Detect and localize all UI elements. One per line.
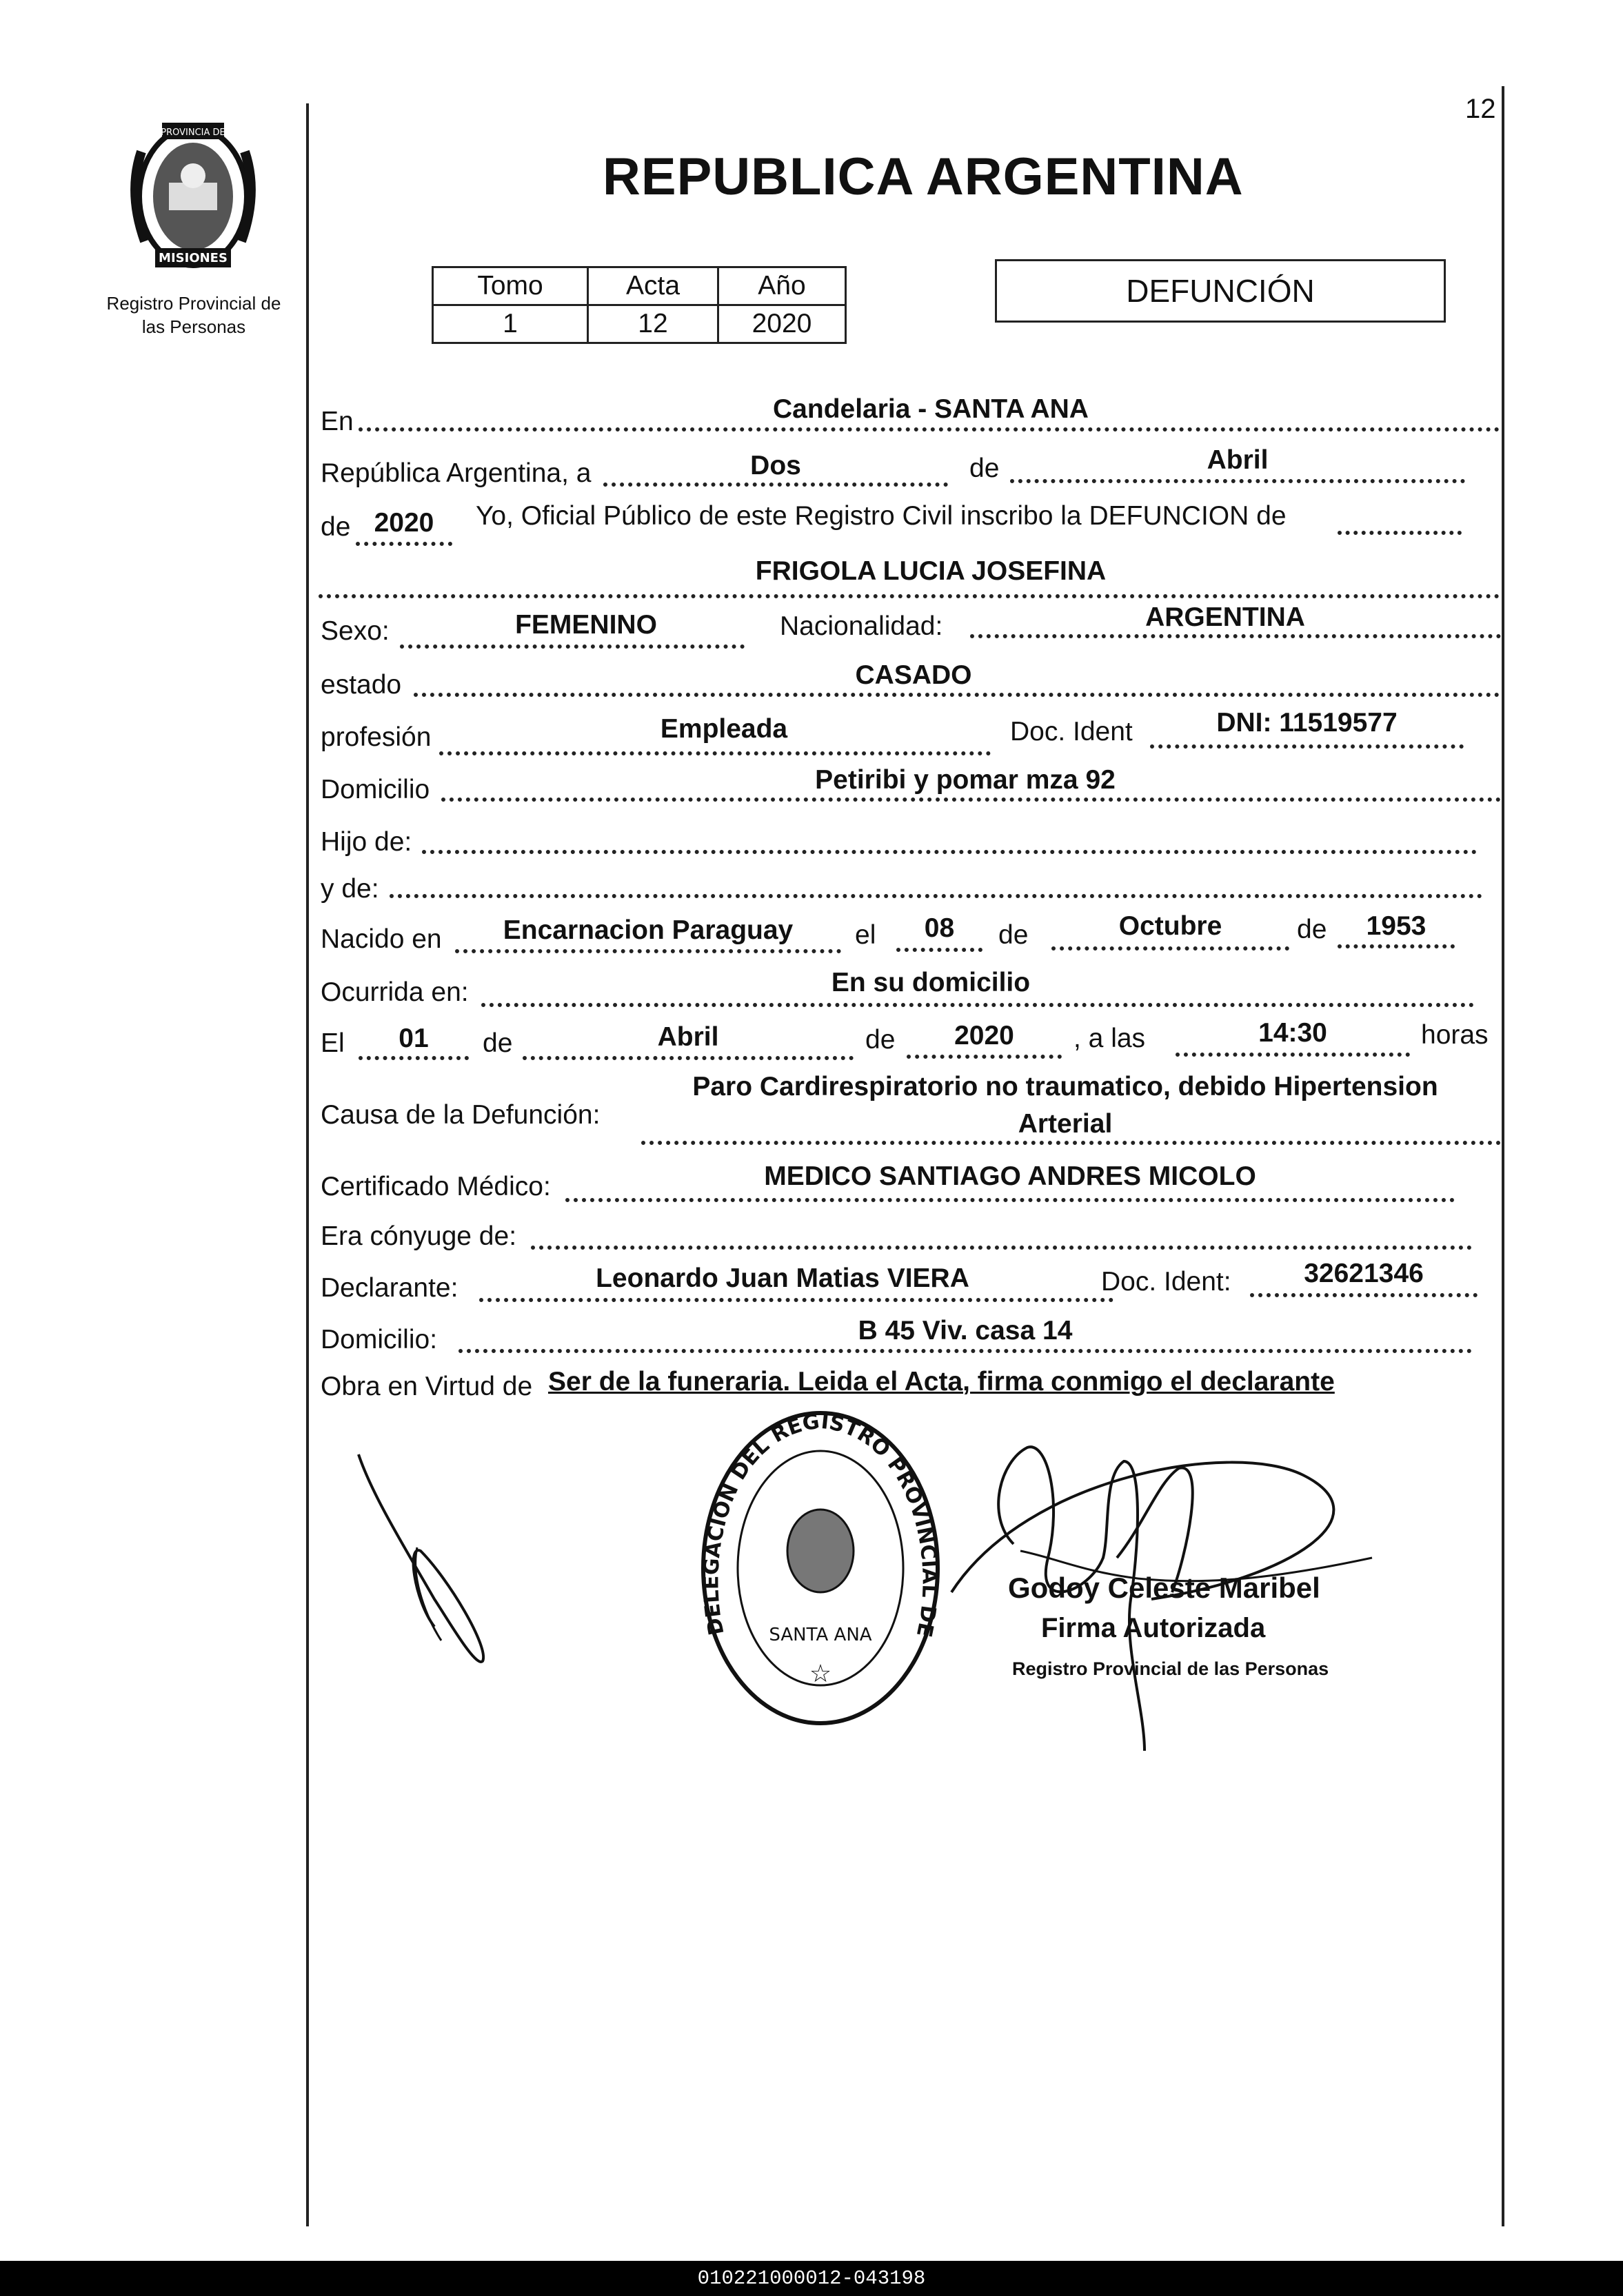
dots-dia (603, 482, 948, 487)
dots-certificado (565, 1198, 1455, 1202)
label-hijo-de: Hijo de: (321, 827, 412, 857)
dots-domicilio2 (458, 1349, 1472, 1353)
svg-text:MISIONES: MISIONES (159, 251, 228, 265)
dots-dni (1150, 744, 1464, 749)
value-nacido-anio: 1953 (1366, 911, 1427, 941)
value-anio: 2020 (374, 508, 434, 538)
official-title: Firma Autorizada (1041, 1613, 1266, 1643)
value-dia: Dos (750, 451, 801, 480)
value-declarante: Leonardo Juan Matias VIERA (596, 1263, 969, 1293)
dots-anio (356, 542, 452, 546)
label-doc-ident: Doc. Ident (1010, 717, 1133, 746)
dots-profesion (439, 751, 991, 755)
dots-ocurrida-en (481, 1003, 1474, 1007)
label-profesion: profesión (321, 722, 432, 752)
svg-text:PROVINCIA DE: PROVINCIA DE (161, 128, 225, 138)
dots-y-de (390, 894, 1482, 898)
value-nombre: FRIGOLA LUCIA JOSEFINA (755, 556, 1107, 586)
label-declarante: Declarante: (321, 1273, 458, 1303)
label-a-las: , a las (1073, 1024, 1146, 1053)
province-logo (121, 117, 265, 276)
official-org: Registro Provincial de las Personas (1012, 1658, 1329, 1679)
declarant-signature (345, 1441, 503, 1675)
label-conyuge: Era cónyuge de: (321, 1221, 517, 1251)
dots-defuncion-anio (907, 1055, 1062, 1059)
label-el-cap: El (321, 1028, 345, 1058)
dots-estado (414, 693, 1500, 697)
table-value-anio: 2020 (718, 305, 846, 343)
value-defuncion-dia: 01 (399, 1024, 429, 1053)
value-nacido-en: Encarnacion Paraguay (503, 915, 794, 945)
value-sexo: FEMENINO (515, 610, 657, 640)
label-obra: Obra en Virtud de (321, 1372, 533, 1401)
dots-nacido-dia (896, 948, 982, 952)
svg-text:☆: ☆ (809, 1659, 832, 1687)
svg-text:SANTA ANA: SANTA ANA (769, 1625, 872, 1645)
table-header-acta: Acta (588, 267, 718, 305)
value-defuncion-anio: 2020 (954, 1021, 1014, 1050)
label-de-1: de (969, 454, 1000, 483)
value-ocurrida-en: En su domicilio (831, 968, 1031, 997)
value-nacionalidad: ARGENTINA (1145, 602, 1305, 632)
value-nacido-mes: Octubre (1118, 911, 1222, 941)
dots-defuncion-mes (523, 1056, 854, 1060)
value-declarante-doc: 32621346 (1304, 1259, 1424, 1288)
label-horas: horas (1421, 1020, 1489, 1050)
svg-text:DELEGACION DEL REGISTRO PROVIN: DELEGACION DEL REGISTRO PROVINCIAL DE (699, 1409, 942, 1640)
value-nacido-dia: 08 (924, 913, 955, 943)
registry-table (432, 266, 847, 344)
label-certificado: Certificado Médico: (321, 1172, 551, 1201)
value-profesion: Empleada (660, 714, 788, 744)
official-seal (696, 1406, 945, 1730)
label-en: En (321, 407, 354, 436)
dots-lugar (359, 427, 1500, 431)
dots-nacido-en (455, 949, 841, 953)
table-header-tomo: Tomo (433, 267, 588, 305)
act-type-box: DEFUNCIÓN (995, 259, 1446, 323)
left-margin-line (306, 103, 309, 2226)
value-dni: DNI: 11519577 (1216, 708, 1398, 738)
value-mes: Abril (1207, 445, 1269, 475)
table-value-tomo: 1 (433, 305, 588, 343)
page-title: REPUBLICA ARGENTINA (603, 148, 1244, 206)
label-de-2: de (321, 512, 351, 542)
value-hora: 14:30 (1258, 1018, 1327, 1048)
dots-mes (1010, 479, 1465, 483)
dots-defuncion-dia (359, 1056, 469, 1060)
dots-sexo (400, 644, 745, 649)
dots-de-trail (1338, 531, 1462, 535)
label-de-6: de (865, 1025, 896, 1055)
footer-barcode: 010221000012-043198 (0, 2261, 1623, 2296)
value-domicilio2: B 45 Viv. casa 14 (858, 1316, 1073, 1345)
official-name: Godoy Celeste Maribel (1008, 1572, 1320, 1604)
label-nacido-en: Nacido en (321, 924, 442, 954)
label-yo-oficial: Yo, Oficial Público de este Registro Civil inscribo la DEFUNCION de (476, 501, 1287, 531)
table-header-anio: Año (718, 267, 846, 305)
dots-hora (1176, 1053, 1410, 1057)
registry-name (88, 292, 299, 338)
label-causa: Causa de la Defunción: (321, 1100, 601, 1130)
registry-name-line1: Registro Provincial de (106, 293, 281, 314)
right-margin-line (1502, 86, 1504, 2226)
value-certificado: MEDICO SANTIAGO ANDRES MICOLO (764, 1161, 1256, 1191)
value-obra: Ser de la funeraria. Leida el Acta, firma conmigo el declarante (548, 1367, 1335, 1396)
dots-nacido-mes (1051, 946, 1289, 951)
table-value-acta: 12 (588, 305, 718, 343)
label-sexo: Sexo: (321, 616, 390, 646)
label-ocurrida-en: Ocurrida en: (321, 977, 469, 1007)
label-nacionalidad: Nacionalidad: (780, 611, 943, 641)
dots-causa (641, 1141, 1501, 1145)
value-defuncion-mes: Abril (657, 1022, 719, 1052)
label-de-4: de (1297, 915, 1327, 944)
dots-nombre (319, 594, 1500, 598)
label-domicilio2: Domicilio: (321, 1325, 438, 1354)
label-y-de: y de: (321, 874, 379, 904)
dots-declarante (479, 1298, 1113, 1302)
dots-nacido-anio (1338, 944, 1455, 948)
value-causa-line1: Paro Cardirespiratorio no traumatico, debido Hipertension (692, 1072, 1438, 1101)
label-domicilio: Domicilio (321, 775, 430, 804)
value-estado: CASADO (855, 660, 972, 690)
label-de-5: de (483, 1028, 513, 1058)
dots-domicilio (441, 797, 1501, 802)
value-causa-line2: Arterial (1018, 1109, 1113, 1139)
dots-declarante-doc (1250, 1293, 1478, 1297)
value-lugar: Candelaria - SANTA ANA (773, 394, 1089, 424)
dots-conyuge (531, 1246, 1472, 1250)
label-republica: República Argentina, a (321, 458, 592, 488)
dots-nacionalidad (970, 634, 1501, 638)
dots-hijo-de (422, 850, 1477, 854)
label-de-3: de (998, 920, 1029, 950)
registry-name-line2: las Personas (141, 316, 246, 337)
label-estado: estado (321, 670, 402, 700)
value-domicilio: Petiribi y pomar mza 92 (815, 765, 1116, 795)
label-el: el (855, 920, 876, 950)
label-doc-ident2: Doc. Ident: (1101, 1267, 1231, 1297)
page-number: 12 (1465, 94, 1496, 124)
